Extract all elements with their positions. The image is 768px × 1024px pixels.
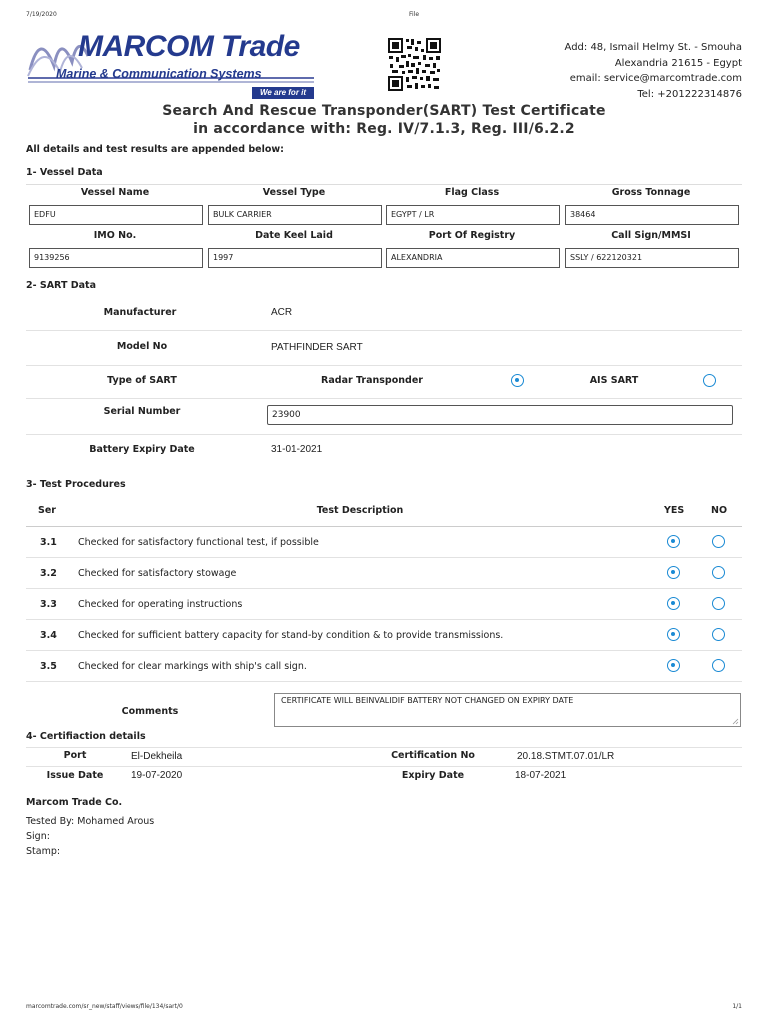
col-test-description: Test Description (316, 505, 404, 516)
cert-no-label: Certification No (391, 750, 475, 761)
vessel-name-label: Vessel Name (80, 187, 150, 198)
vessel-section-title: 1- Vessel Data (26, 167, 103, 178)
col-yes: YES (664, 505, 685, 516)
test-3-5-no-radio[interactable] (712, 659, 725, 672)
model-label: Model No (116, 341, 168, 352)
ais-sart-radio[interactable] (703, 374, 716, 387)
port-registry-label: Port Of Registry (428, 230, 516, 241)
test-3-3-no-radio[interactable] (712, 597, 725, 610)
call-sign-field[interactable]: SSLY / 622120321 (565, 248, 739, 268)
vessel-name-field[interactable]: EDFU (29, 205, 203, 225)
cert-divider-mid (26, 766, 742, 767)
expiry-date-label: Expiry Date (401, 770, 465, 781)
print-title: File (409, 11, 420, 18)
flag-class-field[interactable]: EGYPT / LR (386, 205, 560, 225)
print-url: marcomtrade.com/sr_new/staff/views/file/134/sart/0 (26, 1003, 183, 1010)
certification-section-title: 4- Certifiaction details (26, 731, 146, 742)
address-line-1: Add: 48, Ismail Helmy St. - Smouha (564, 42, 742, 53)
battery-expiry-label: Battery Expiry Date (89, 444, 195, 455)
certificate-title (0, 102, 768, 138)
test-ser-3-5: 3.5 (40, 661, 57, 672)
gross-tonnage-label: Gross Tonnage (611, 187, 691, 198)
test-3-5-yes-radio[interactable] (667, 659, 680, 672)
sart-section-title: 2- SART Data (26, 280, 96, 291)
comments-text: CERTIFICATE WILL BEINVALIDIF BATTERY NOT CHANGED ON EXPIRY DATE (281, 696, 574, 705)
col-ser: Ser (38, 505, 56, 516)
keel-date-field[interactable]: 1997 (208, 248, 382, 268)
logo-slogan: We are for it (252, 87, 314, 99)
gross-tonnage-field[interactable]: 38464 (565, 205, 739, 225)
test-ser-3-1: 3.1 (40, 537, 57, 548)
test-3-2-no-radio[interactable] (712, 566, 725, 579)
sign-label: Sign: (26, 831, 50, 842)
address-line-4: Tel: +201222314876 (637, 88, 742, 100)
test-3-1-yes-radio[interactable] (667, 535, 680, 548)
expiry-date-value: 18-07-2021 (515, 770, 567, 781)
comments-label: Comments (121, 706, 179, 717)
company-logo (26, 26, 316, 100)
battery-expiry-value: 31-01-2021 (271, 444, 323, 455)
company-address (502, 40, 742, 102)
address-line-2: Alexandria 21615 - Egypt (614, 57, 742, 69)
call-sign-label: Call Sign/MMSI (611, 230, 691, 241)
ais-sart-label: AIS SART (589, 375, 639, 386)
vessel-type-label: Vessel Type (262, 187, 326, 198)
col-no: NO (711, 505, 728, 516)
port-label: Port (63, 750, 87, 761)
issue-date-value: 19-07-2020 (131, 770, 183, 781)
resize-handle-icon[interactable] (732, 718, 739, 725)
test-3-2-yes-radio[interactable] (667, 566, 680, 579)
flag-class-label: Flag Class (444, 187, 500, 198)
test-desc-3-4: Checked for sufficient battery capacity for stand-by condition & to provide transmissions. (78, 630, 504, 641)
test-desc-3-1: Checked for satisfactory functional test, if possible (78, 537, 319, 548)
comments-textarea[interactable] (274, 693, 741, 727)
test-3-4-no-radio[interactable] (712, 628, 725, 641)
logo-brand: MARCOM Trade (78, 30, 300, 63)
manufacturer-label: Manufacturer (103, 307, 177, 318)
test-desc-3-5: Checked for clear markings with ship's call sign. (78, 661, 307, 672)
test-3-4-yes-radio[interactable] (667, 628, 680, 641)
test-3-1-no-radio[interactable] (712, 535, 725, 548)
certificate-title-line-1: Search And Rescue Transponder(SART) Test Certificate (162, 103, 606, 119)
issue-date-label: Issue Date (46, 770, 104, 781)
manufacturer-value: ACR (271, 307, 293, 318)
certificate-intro: All details and test results are appended below: (26, 144, 284, 155)
serial-label: Serial Number (103, 406, 181, 417)
test-ser-3-3: 3.3 (40, 599, 57, 610)
test-desc-3-3: Checked for operating instructions (78, 599, 243, 610)
company-name: Marcom Trade Co. (26, 797, 123, 808)
certificate-title-line-2: in accordance with: Reg. IV/7.1.3, Reg. III/6.2.2 (193, 121, 575, 137)
vessel-type-field[interactable]: BULK CARRIER (208, 205, 382, 225)
radar-transponder-radio[interactable] (511, 374, 524, 387)
logo-tagline: Marine & Communication Systems (56, 67, 262, 81)
qr-code-icon (387, 37, 442, 92)
address-line-3: email: service@marcomtrade.com (569, 73, 742, 84)
tests-section-title: 3- Test Procedures (26, 479, 126, 490)
imo-field[interactable]: 9139256 (29, 248, 203, 268)
vessel-divider (26, 184, 742, 185)
radar-transponder-label: Radar Transponder (321, 375, 423, 386)
print-date: 7/19/2020 (26, 11, 57, 18)
serial-input[interactable]: 23900 (267, 405, 733, 425)
tested-by: Tested By: Mohamed Arous (26, 816, 155, 827)
port-registry-field[interactable]: ALEXANDRIA (386, 248, 560, 268)
test-desc-3-2: Checked for satisfactory stowage (78, 568, 237, 579)
sart-type-label: Type of SART (107, 375, 177, 386)
imo-label: IMO No. (93, 230, 137, 241)
test-ser-3-4: 3.4 (40, 630, 57, 641)
cert-no-value: 20.18.STMT.07.01/LR (517, 751, 615, 762)
cert-divider-top (26, 747, 742, 748)
print-page-number: 1/1 (732, 1003, 742, 1010)
test-3-3-yes-radio[interactable] (667, 597, 680, 610)
test-ser-3-2: 3.2 (40, 568, 57, 579)
model-value: PATHFINDER SART (271, 342, 363, 353)
keel-date-label: Date Keel Laid (255, 230, 333, 241)
stamp-label: Stamp: (26, 846, 61, 857)
port-value: El-Dekheila (131, 751, 183, 762)
